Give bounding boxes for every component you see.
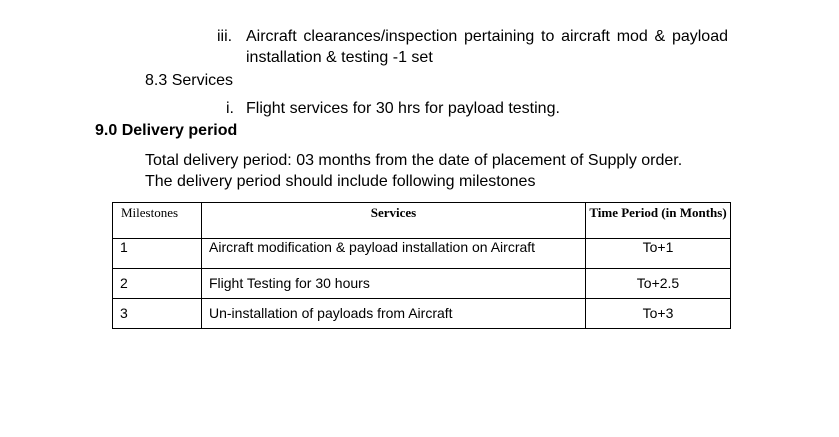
- section-heading-delivery-period: 9.0 Delivery period: [95, 122, 238, 139]
- cell-milestone: 3: [113, 299, 202, 329]
- table-row: [113, 239, 731, 269]
- header-time-period: Time Period (in Months): [586, 203, 731, 239]
- cell-service: Aircraft modification & payload installation on Aircraft: [202, 239, 586, 269]
- cell-service: Flight Testing for 30 hours: [202, 269, 586, 299]
- delivery-period-text-line-1: Total delivery period: 03 months from the date of placement of Supply order.: [145, 152, 683, 169]
- table-row: [113, 299, 731, 329]
- cell-time-period: To+1: [586, 239, 731, 269]
- list-marker-iii: iii.: [217, 28, 233, 45]
- table-row: [113, 269, 731, 299]
- cell-milestone: 2: [113, 269, 202, 299]
- cell-time-period: To+2.5: [586, 269, 731, 299]
- cell-milestone: 1: [113, 239, 202, 269]
- table-header-row: [113, 203, 731, 239]
- milestones-table: [112, 202, 731, 329]
- list-item-flight-services: Flight services for 30 hrs for payload testing.: [246, 100, 560, 117]
- cell-service: Un-installation of payloads from Aircraft: [202, 299, 586, 329]
- list-marker-i: i.: [226, 100, 234, 117]
- cell-time-period: To+3: [586, 299, 731, 329]
- header-services: Services: [202, 203, 586, 239]
- section-heading-services: 8.3 Services: [145, 72, 234, 89]
- list-item-aircraft-clearances: Aircraft clearances/inspection pertaining to aircraft mod & payload installation & testing -1 set: [246, 28, 728, 66]
- header-milestones: Milestones: [113, 203, 202, 239]
- delivery-period-text-line-2: The delivery period should include following milestones: [145, 173, 536, 190]
